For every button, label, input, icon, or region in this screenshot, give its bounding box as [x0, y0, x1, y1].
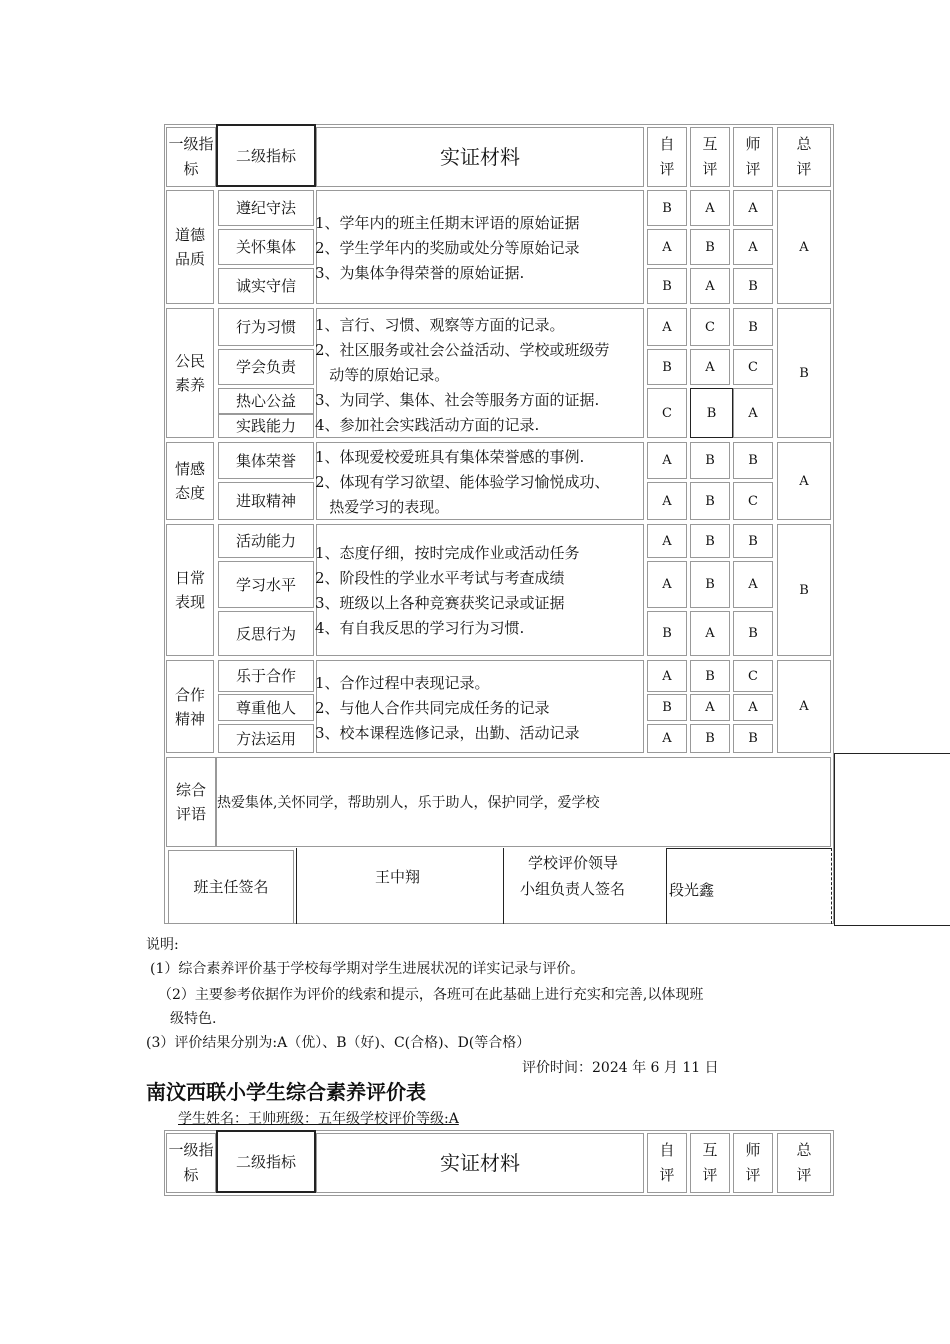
teacher-name: 王中翔 — [375, 868, 421, 886]
evidence-line: 1、体现爱校爱班具有集体荣誉感的事例. — [315, 448, 585, 466]
grade-value: B — [705, 577, 715, 592]
grade-value: A — [662, 668, 672, 684]
header-self — [647, 1133, 687, 1193]
evidence-list — [315, 445, 610, 520]
self-grade — [647, 229, 687, 265]
header-total — [777, 127, 831, 187]
evidence-cell — [316, 660, 644, 753]
grade-value: C — [748, 493, 758, 509]
category-cell — [166, 660, 214, 753]
peer-grade — [690, 268, 730, 304]
evidence-line: 3、为集体争得荣誉的原始证据. — [315, 264, 525, 282]
header-level1 — [166, 1133, 216, 1193]
header-teacher-label: 师评 — [745, 1141, 761, 1184]
item-cell — [218, 308, 314, 346]
item-cell — [218, 660, 314, 692]
teacher-grade — [733, 308, 773, 346]
grade-value: B — [748, 278, 758, 294]
grade-value: A — [799, 699, 809, 714]
teacher-grade — [733, 388, 773, 438]
header-evidence-label: 实证材料 — [440, 1151, 520, 1175]
grade-value: B — [662, 626, 672, 641]
evidence-cell — [316, 442, 644, 520]
grade-value: B — [799, 582, 809, 598]
grade-value: A — [705, 200, 715, 216]
item-cell — [218, 724, 314, 753]
header-self-label: 自评 — [659, 135, 675, 178]
grade-value: A — [705, 626, 715, 641]
teacher-grade — [733, 694, 773, 721]
header-peer — [690, 127, 730, 187]
evidence-cell — [316, 308, 644, 438]
note-2-continued: 级特色. — [170, 1011, 217, 1027]
peer-grade — [690, 482, 730, 520]
teacher-sign-label: 班主任签名 — [193, 878, 269, 896]
header-level2 — [216, 1130, 316, 1193]
evidence-line: 2、与他人合作共同完成任务的记录 — [315, 699, 550, 717]
evidence-line: 2、阶段性的学业水平考试与考查成绩 — [315, 569, 565, 587]
comment-cell — [216, 757, 831, 847]
grade-value: A — [748, 700, 758, 715]
evidence-line: 4、参加社会实践活动方面的记录. — [315, 416, 540, 434]
header-self-label: 自评 — [659, 1141, 675, 1184]
self-grade — [647, 561, 687, 608]
item-cell — [218, 524, 314, 558]
peer-grade — [690, 388, 733, 438]
header-total-label: 总评 — [796, 1141, 812, 1184]
item-label: 热心公益 — [235, 392, 296, 410]
header-level2-label: 二级指标 — [235, 146, 296, 165]
teacher-grade — [733, 660, 773, 692]
peer-grade — [690, 190, 730, 226]
evidence-line: 1、学年内的班主任期末评语的原始证据 — [315, 214, 580, 232]
grade-value: A — [799, 239, 809, 255]
comment-label: 综合评语 — [175, 781, 206, 823]
self-grade — [647, 388, 687, 438]
grade-value: A — [705, 700, 715, 715]
grade-value: A — [662, 731, 672, 746]
grade-value: A — [662, 239, 672, 255]
peer-grade — [690, 442, 730, 479]
student-info-line: 学生姓名：王帅班级：五年级学校评价等级:A — [178, 1111, 459, 1127]
grade-value: B — [662, 278, 672, 294]
header-teacher — [733, 127, 773, 187]
notes-heading: 说明: — [146, 937, 179, 953]
grade-value: A — [662, 453, 672, 468]
peer-grade — [690, 561, 730, 608]
teacher-grade — [733, 524, 773, 558]
header-level2-label: 二级指标 — [235, 1152, 296, 1171]
leader-sign-cell — [666, 848, 832, 924]
item-label: 遵纪守法 — [235, 199, 296, 217]
item-cell — [218, 229, 314, 265]
category-label: 日常表现 — [174, 569, 205, 611]
self-grade — [647, 442, 687, 479]
header-teacher-label: 师评 — [745, 135, 761, 178]
peer-grade — [690, 660, 730, 692]
grade-value: B — [705, 453, 715, 468]
grade-value: B — [705, 493, 715, 509]
category-label: 公民素养 — [174, 352, 205, 394]
evaluation-date: 评价时间：2024 年 6 月 11 日 — [522, 1060, 719, 1076]
header-evidence-label: 实证材料 — [440, 145, 520, 169]
leader-sign-label-1: 学校评价领导 — [528, 854, 619, 872]
grade-value: A — [748, 239, 758, 255]
item-cell — [218, 482, 314, 520]
evidence-list — [315, 313, 610, 438]
self-grade — [647, 308, 687, 346]
header-level1 — [166, 127, 216, 187]
grade-value: B — [748, 319, 758, 335]
category-cell — [166, 308, 214, 438]
category-label: 合作精神 — [174, 685, 205, 728]
self-grade — [647, 694, 687, 721]
item-label: 学会负责 — [235, 358, 296, 376]
note-3: (3）评价结果分别为:A（优）、B（好)、C(合格)、D(等合格） — [146, 1035, 531, 1051]
grade-value: A — [662, 577, 672, 592]
grade-value: B — [705, 239, 715, 255]
evidence-list — [315, 671, 580, 746]
evidence-line: 2、社区服务或社会公益活动、学校或班级劳 — [315, 341, 610, 359]
category-cell — [166, 442, 214, 520]
teacher-grade — [733, 724, 773, 753]
evidence-line: 3、为同学、集体、社会等服务方面的证据. — [315, 391, 600, 409]
header-teacher — [733, 1133, 773, 1193]
item-label: 学习水平 — [235, 575, 296, 594]
teacher-grade — [733, 268, 773, 304]
header-level2 — [216, 124, 316, 187]
total-grade — [777, 442, 831, 520]
item-cell — [218, 414, 314, 438]
item-label: 方法运用 — [235, 729, 296, 748]
grade-value: B — [662, 200, 672, 216]
grade-value: A — [705, 359, 715, 375]
item-label: 进取精神 — [235, 492, 296, 510]
grade-value: A — [705, 278, 715, 294]
grade-value: B — [748, 731, 758, 746]
evidence-line: 1、态度仔细，按时完成作业或活动任务 — [315, 544, 580, 562]
category-label: 道德品质 — [174, 226, 205, 268]
teacher-sign-label-cell — [168, 850, 294, 924]
header-level1-label: 一级指标 — [168, 135, 214, 178]
total-grade — [777, 190, 831, 304]
leader-name: 段光鑫 — [669, 881, 715, 899]
note-1: (1）综合素养评价基于学校每学期对学生进展状况的详实记录与评价。 — [150, 961, 585, 977]
peer-grade — [690, 724, 730, 753]
self-grade — [647, 349, 687, 385]
comment-label-cell — [166, 757, 216, 847]
category-cell — [166, 190, 214, 304]
header-level1-label: 一级指标 — [168, 1141, 214, 1184]
grade-value: B — [662, 359, 672, 375]
header-peer-label: 互评 — [702, 1141, 718, 1184]
grade-value: B — [662, 700, 672, 715]
note-2: （2）主要参考依据作为评价的线索和提示，各班可在此基础上进行充实和完善,以体现班 — [158, 987, 704, 1003]
header-evidence — [316, 1133, 644, 1193]
grade-value: A — [748, 405, 758, 421]
self-grade — [647, 190, 687, 226]
grade-value: A — [748, 200, 758, 216]
grade-value: A — [662, 533, 672, 549]
teacher-grade — [733, 349, 773, 385]
peer-grade — [690, 229, 730, 265]
item-label: 诚实守信 — [235, 277, 296, 295]
teacher-grade — [733, 611, 773, 656]
item-cell — [218, 694, 314, 721]
teacher-sign-cell — [296, 848, 504, 924]
peer-grade — [690, 694, 730, 721]
evidence-cell — [316, 190, 644, 304]
category-cell — [166, 524, 214, 656]
item-label: 反思行为 — [235, 624, 296, 643]
grade-value: C — [662, 405, 672, 421]
header-peer — [690, 1133, 730, 1193]
evidence-list — [315, 211, 580, 286]
evidence-line: 动等的原始记录。 — [315, 366, 450, 384]
header-self — [647, 127, 687, 187]
teacher-grade — [733, 190, 773, 226]
grade-value: B — [705, 731, 715, 746]
grade-value: C — [705, 319, 715, 335]
evidence-line: 3、班级以上各种竞赛获奖记录或证据 — [315, 594, 565, 612]
grade-value: A — [799, 473, 809, 489]
item-cell — [218, 442, 314, 479]
leader-sign-label-cell — [504, 848, 666, 924]
item-label: 活动能力 — [235, 532, 296, 550]
self-grade — [647, 268, 687, 304]
total-grade — [777, 524, 831, 656]
teacher-grade — [733, 229, 773, 265]
item-cell — [218, 190, 314, 226]
evidence-list — [315, 541, 580, 641]
comment-text: 热爱集体,关怀同学，帮助别人，乐于助人，保护同学，爱学校 — [217, 795, 600, 811]
total-grade — [777, 308, 831, 438]
grade-value: B — [748, 533, 758, 549]
peer-grade — [690, 524, 730, 558]
grade-value: C — [748, 668, 758, 684]
item-cell — [218, 349, 314, 385]
grade-value: C — [748, 359, 758, 375]
grade-value: B — [748, 453, 758, 468]
leader-sign-label-2: 小组负责人签名 — [520, 880, 626, 898]
evidence-line: 2、体现有学习欲望、能体验学习愉悦成功、 — [315, 473, 610, 491]
item-cell — [218, 561, 314, 608]
self-grade — [647, 724, 687, 753]
grade-value: A — [662, 319, 672, 335]
category-label: 情感态度 — [174, 460, 205, 502]
grade-value: B — [705, 533, 715, 549]
evidence-line: 2、学生学年内的奖励或处分等原始记录 — [315, 239, 580, 257]
peer-grade — [690, 349, 730, 385]
grade-value: B — [706, 405, 717, 421]
self-grade — [647, 524, 687, 558]
self-grade — [647, 611, 687, 656]
total-grade — [777, 660, 831, 753]
header-total-label: 总评 — [796, 135, 812, 178]
header-peer-label: 互评 — [702, 135, 718, 178]
item-label: 乐于合作 — [235, 667, 296, 685]
grade-value: A — [662, 493, 672, 509]
item-label: 尊重他人 — [235, 698, 296, 717]
grade-value: B — [799, 365, 809, 381]
evidence-line: 1、合作过程中表现记录。 — [315, 674, 490, 692]
peer-grade — [690, 611, 730, 656]
item-label: 关怀集体 — [235, 238, 296, 256]
item-cell — [218, 268, 314, 304]
evidence-line: 1、言行、习惯、观察等方面的记录。 — [315, 316, 565, 334]
item-cell — [218, 388, 314, 414]
grade-value: B — [748, 626, 758, 641]
evidence-line: 4、有自我反思的学习行为习惯. — [315, 619, 525, 637]
teacher-grade — [733, 482, 773, 520]
self-grade — [647, 660, 687, 692]
header-total — [777, 1133, 831, 1193]
self-grade — [647, 482, 687, 520]
item-label: 集体荣誉 — [235, 451, 296, 470]
teacher-grade — [733, 442, 773, 479]
header-evidence — [316, 127, 644, 187]
evidence-line: 3、校本课程选修记录，出勤、活动记录 — [315, 724, 580, 742]
grade-value: A — [748, 577, 758, 592]
teacher-grade — [733, 561, 773, 608]
item-cell — [218, 611, 314, 656]
item-label: 实践能力 — [235, 417, 296, 435]
evidence-cell — [316, 524, 644, 656]
evidence-line: 热爱学习的表现。 — [315, 498, 450, 516]
item-label: 行为习惯 — [235, 318, 296, 336]
side-box — [834, 753, 950, 926]
grade-value: B — [705, 668, 715, 684]
peer-grade — [690, 308, 730, 346]
page-title: 南汶西联小学生综合素养评价表 — [146, 1080, 426, 1104]
